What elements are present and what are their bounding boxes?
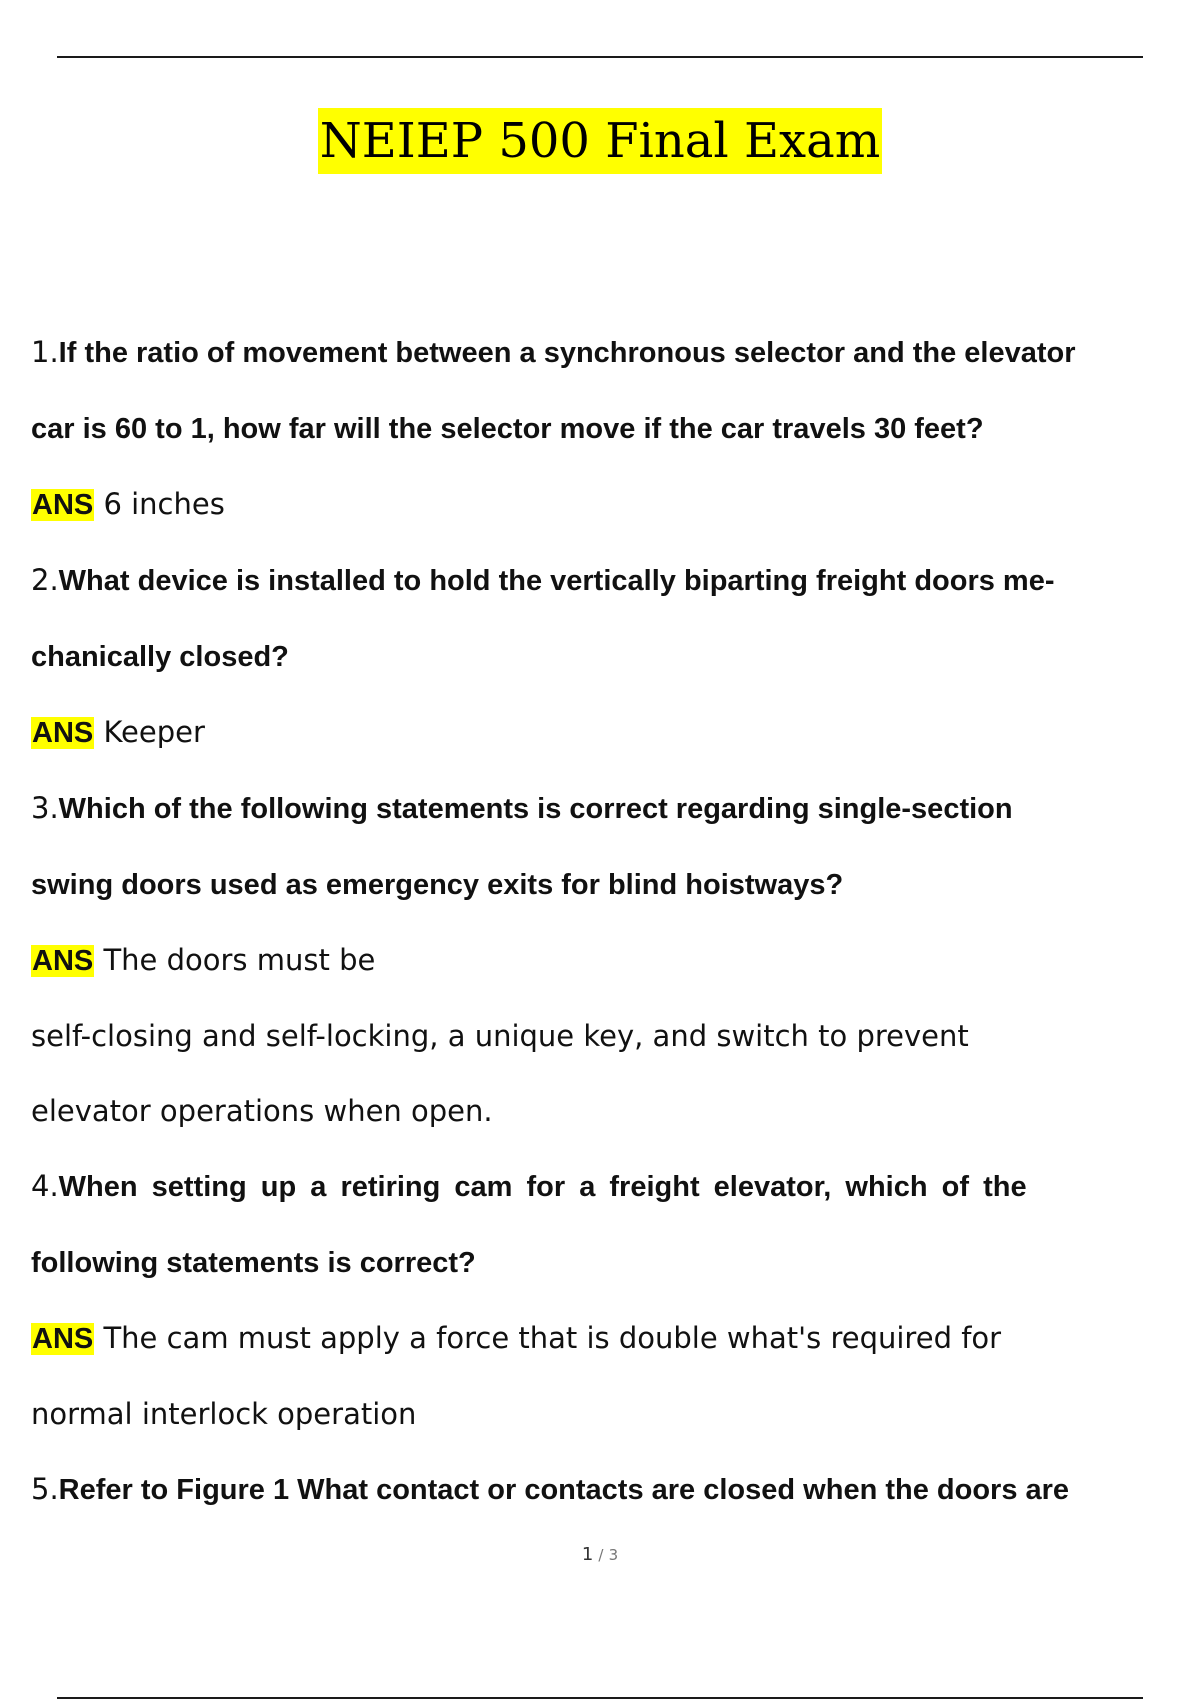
- answer-text: elevator operations when open.: [31, 1094, 493, 1128]
- current-page: 1: [581, 1544, 594, 1565]
- question-2-line-2: [31, 619, 1200, 695]
- answer-3: [31, 923, 1200, 999]
- answer-4: [31, 1301, 1200, 1377]
- bottom-rule: [57, 1697, 1143, 1699]
- answer-3-line-2: [31, 999, 1200, 1074]
- question-text: car is 60 to 1, how far will the selector move if the car travels 30 feet?: [31, 413, 984, 445]
- question-number: 2.: [31, 563, 59, 597]
- question-3-line-2: [31, 847, 1200, 923]
- answer-text: The doors must be: [103, 943, 376, 977]
- document-title: NEIEP 500 Final Exam: [318, 108, 883, 174]
- question-1-line-1: [31, 315, 1200, 391]
- answer-3-line-3: [31, 1074, 1200, 1149]
- answer-text: Keeper: [103, 715, 205, 749]
- question-text: If the ratio of movement between a synchronous selector and the elevator: [58, 337, 1076, 369]
- ans-highlight: ANS: [32, 945, 94, 977]
- page-separator: /: [598, 1546, 604, 1564]
- question-text: swing doors used as emergency exits for blind hoistways?: [31, 869, 844, 901]
- question-text: When setting up a retiring cam for a freight elevator, which of the: [58, 1171, 1027, 1203]
- answer-text: 6 inches: [103, 487, 225, 521]
- answer-2: [31, 695, 1200, 771]
- question-number: 3.: [31, 791, 59, 825]
- top-rule: [57, 56, 1143, 58]
- answer-text: self-closing and self-locking, a unique key, and switch to prevent: [31, 1019, 969, 1053]
- question-1-line-2: [31, 391, 1200, 467]
- question-3-line-1: [31, 771, 1200, 847]
- question-2-line-1: [31, 543, 1200, 619]
- answer-text: normal interlock operation: [31, 1397, 417, 1431]
- question-text: Which of the following statements is correct regarding single-section: [58, 793, 1013, 825]
- ans-highlight: ANS: [32, 1323, 94, 1355]
- ans-highlight: ANS: [32, 717, 94, 749]
- question-text: following statements is correct?: [31, 1247, 476, 1279]
- answer-4-line-2: [31, 1377, 1200, 1452]
- question-number: 1.: [31, 335, 59, 369]
- total-pages: 3: [608, 1546, 619, 1564]
- answer-1: [31, 467, 1200, 543]
- question-list: [31, 315, 1200, 1528]
- question-text: What device is installed to hold the vertically biparting freight doors me-: [58, 565, 1055, 597]
- page-indicator: [0, 1544, 1200, 1565]
- question-number: 4.: [31, 1169, 59, 1203]
- question-4-line-1: [31, 1149, 1200, 1225]
- title-area: [0, 108, 1200, 174]
- question-5-line-1: [31, 1452, 1200, 1528]
- question-text: Refer to Figure 1 What contact or contacts are closed when the doors are: [58, 1474, 1070, 1506]
- question-4-line-2: [31, 1225, 1200, 1301]
- question-number: 5.: [31, 1472, 59, 1506]
- question-text: chanically closed?: [31, 641, 289, 673]
- ans-highlight: ANS: [32, 489, 94, 521]
- answer-text: The cam must apply a force that is double what's required for: [103, 1321, 1002, 1355]
